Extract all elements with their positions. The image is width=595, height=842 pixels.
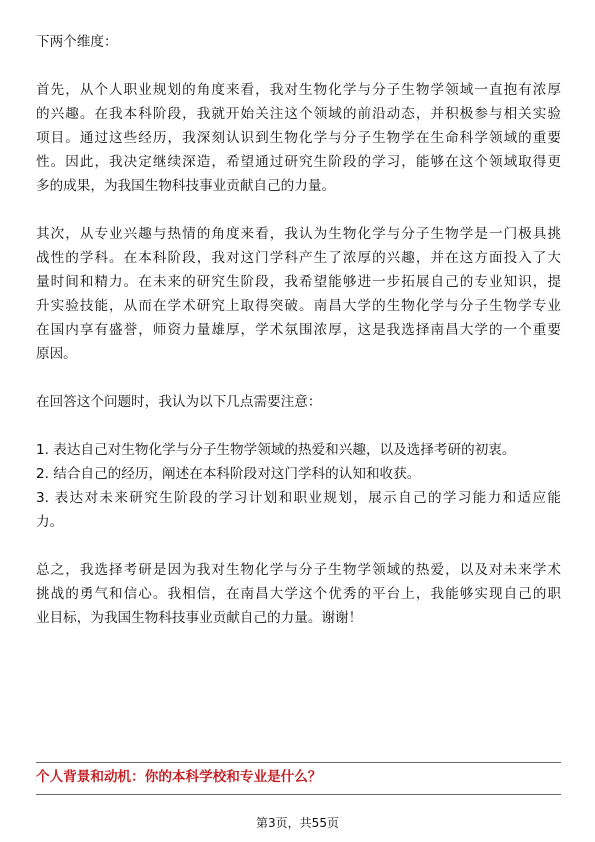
paragraph-line: 升实验技能，从而在学术研究上取得突破。南昌大学的生物化学与分子生物学专业: [36, 298, 561, 314]
paragraph-line: 挑战的勇气和信心。我相信，在南昌大学这个优秀的平台上，我能够实现自己的职: [36, 586, 561, 602]
paragraph-line: 其次，从专业兴趣与热情的角度来看，我认为生物化学与分子生物学是一门极具挑: [36, 226, 561, 242]
paragraph-career-planning: [36, 78, 561, 198]
question-heading: 个人背景和动机：你的本科学校和专业是什么？: [36, 769, 322, 785]
paragraph-line: 多的成果，为我国生物科技事业贡献自己的力量。: [36, 178, 336, 194]
notes-list: [36, 438, 561, 534]
paragraph-conclusion: [36, 558, 561, 630]
paragraph-line: 业目标，为我国生物科技事业贡献自己的力量。谢谢！: [36, 610, 363, 626]
divider-top: [36, 762, 561, 763]
paragraph-line: 项目。通过这些经历，我深刻认识到生物化学与分子生物学在生命科学领域的重要: [36, 130, 561, 146]
paragraph-line: 首先，从个人职业规划的角度来看，我对生物化学与分子生物学领域一直抱有浓厚: [36, 82, 561, 98]
page-number: 第3页，共55页: [256, 816, 339, 830]
paragraph-notes-intro: [36, 390, 561, 414]
paragraph-line: 量时间和精力。在未来的研究生阶段，我希望能够进一步拓展自己的专业知识，提: [36, 274, 561, 290]
paragraph-line: 在国内享有盛誉，师资力量雄厚，学术氛围浓厚，这是我选择南昌大学的一个重要: [36, 322, 561, 338]
list-item: 3. 表达对未来研究生阶段的学习计划和职业规划，展示自己的学习能力和适应能: [36, 490, 561, 506]
paragraph-line: 性。因此，我决定继续深造，希望通过研究生阶段的学习，能够在这个领域取得更: [36, 154, 561, 170]
paragraph-line: 总之，我选择考研是因为我对生物化学与分子生物学领域的热爱，以及对未来学术: [36, 562, 561, 578]
divider-bottom: [36, 794, 561, 795]
list-item: 1. 表达自己对生物化学与分子生物学领域的热爱和兴趣，以及选择考研的初衷。: [36, 442, 516, 458]
paragraph-line: 在回答这个问题时，我认为以下几点需要注意：: [36, 394, 322, 410]
paragraph-line: 战性的学科。在本科阶段，我对这门学科产生了浓厚的兴趣，并在这方面投入了大: [36, 250, 561, 266]
intro-line: 下两个维度：: [36, 34, 118, 50]
list-item: 2. 结合自己的经历，阐述在本科阶段对这门学科的认知和收获。: [36, 466, 421, 482]
paragraph-interest-passion: [36, 222, 561, 366]
document-body: [36, 30, 561, 630]
list-item-continuation: 力。: [36, 514, 64, 530]
paragraph-line: 的兴趣。在我本科阶段，我就开始关注这个领域的前沿动态，并积极参与相关实验: [36, 106, 561, 122]
paragraph-line: 原因。: [36, 346, 77, 362]
